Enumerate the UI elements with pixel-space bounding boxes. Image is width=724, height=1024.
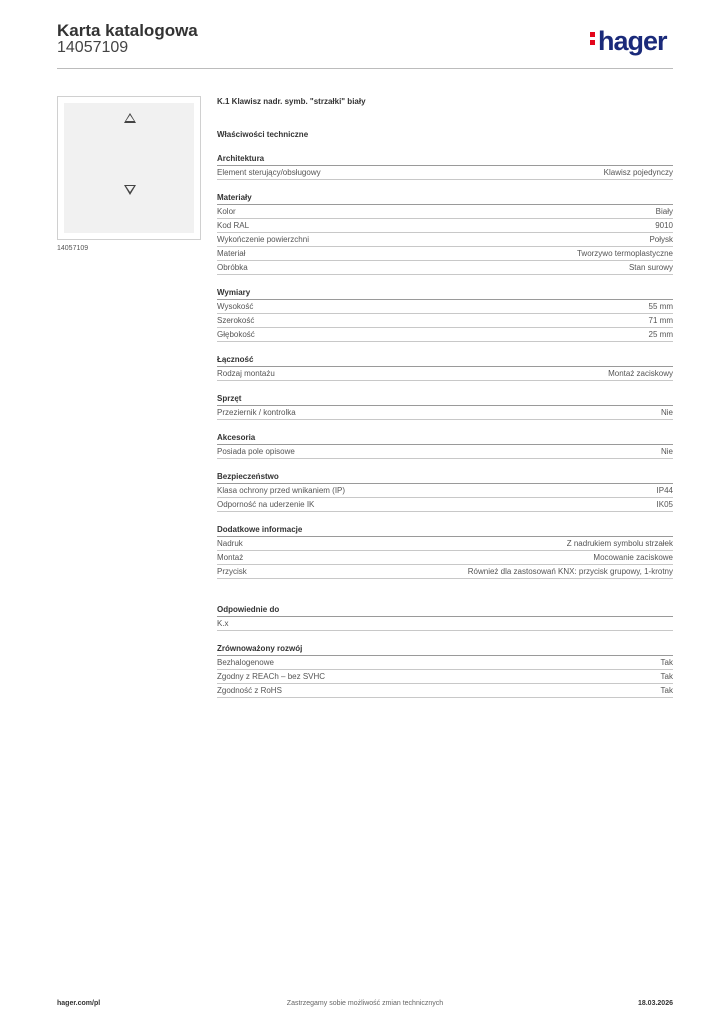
spec-value: Tak xyxy=(660,672,673,681)
spec-label: Wykończenie powierzchni xyxy=(217,235,309,244)
spec-value: 25 mm xyxy=(648,330,673,339)
spec-value: 9010 xyxy=(655,221,673,230)
spec-row xyxy=(217,565,673,579)
logo-text: hager xyxy=(598,26,667,56)
spec-label: Kod RAL xyxy=(217,221,250,230)
spec-section xyxy=(217,354,673,381)
spec-section xyxy=(217,432,673,459)
spec-label: Kolor xyxy=(217,207,236,216)
spec-row xyxy=(217,406,673,420)
spec-row xyxy=(217,247,673,261)
spec-label: Bezhalogenowe xyxy=(217,658,274,667)
section-heading: Bezpieczeństwo xyxy=(217,471,673,484)
section-heading: Dodatkowe informacje xyxy=(217,524,673,537)
spec-value: Stan surowy xyxy=(628,263,673,272)
spec-label: Wysokość xyxy=(217,302,254,311)
section-heading: Materiały xyxy=(217,192,673,205)
spec-row xyxy=(217,233,673,247)
spec-label: Element sterujący/obsługowy xyxy=(217,168,321,177)
spec-value: 71 mm xyxy=(648,316,673,325)
footer-disclaimer: Zastrzegamy sobie możliwość zmian technicznych xyxy=(286,1000,444,1007)
spec-row xyxy=(217,219,673,233)
footer-date: 18.03.2026 xyxy=(637,1000,673,1007)
spec-value: Montaż zaciskowy xyxy=(608,369,673,378)
spec-value: Nie xyxy=(660,408,673,417)
spec-label: Szerokość xyxy=(217,316,255,325)
spec-section xyxy=(217,524,673,579)
arrow-down-icon xyxy=(124,185,136,195)
section-heading: Architektura xyxy=(217,153,673,166)
spec-section xyxy=(217,604,673,631)
spec-value: Biały xyxy=(655,207,673,216)
spec-row xyxy=(217,367,673,381)
section-heading: Wymiary xyxy=(217,287,673,300)
spec-value: Również dla zastosowań KNX: przycisk grupowy, 1-krotny xyxy=(467,567,673,576)
spec-label: Obróbka xyxy=(217,263,248,272)
spec-row xyxy=(217,261,673,275)
spec-row xyxy=(217,328,673,342)
spec-row xyxy=(217,445,673,459)
spec-section xyxy=(217,471,673,512)
spec-label: Posiada pole opisowe xyxy=(217,447,295,456)
footer-website-link[interactable]: hager.com/pl xyxy=(57,1000,101,1007)
spec-value: Z nadrukiem symbolu strzałek xyxy=(566,539,673,548)
spec-value: IP44 xyxy=(656,486,673,495)
spec-section xyxy=(217,153,673,180)
spec-row xyxy=(217,670,673,684)
logo-dots-icon xyxy=(590,26,596,45)
product-face xyxy=(64,103,194,233)
product-title: K.1 Klawisz nadr. symb. "strzałki" biały xyxy=(217,97,366,106)
section-heading: Zrównoważony rozwój xyxy=(217,643,673,656)
spec-row xyxy=(217,166,673,180)
spec-label: Montaż xyxy=(217,553,244,562)
spec-row xyxy=(217,537,673,551)
spec-label: Rodzaj montażu xyxy=(217,369,275,378)
spec-section xyxy=(217,393,673,420)
spec-row xyxy=(217,684,673,698)
tech-heading: Właściwości techniczne xyxy=(217,130,309,139)
product-code: 14057109 xyxy=(57,39,129,56)
spec-label: Głębokość xyxy=(217,330,255,339)
spec-row xyxy=(217,314,673,328)
spec-row xyxy=(217,498,673,512)
spec-value: IK05 xyxy=(656,500,673,509)
spec-section xyxy=(217,192,673,275)
spec-row xyxy=(217,551,673,565)
spec-value: Tak xyxy=(660,686,673,695)
spec-row xyxy=(217,484,673,498)
header-divider xyxy=(57,68,673,69)
spec-section xyxy=(217,287,673,342)
section-heading: Akcesoria xyxy=(217,432,673,445)
spec-row xyxy=(217,617,673,631)
hager-logo xyxy=(590,26,667,56)
spec-sections xyxy=(217,153,673,698)
spec-row xyxy=(217,300,673,314)
spec-section xyxy=(217,643,673,698)
spec-value: Nie xyxy=(660,447,673,456)
spec-value: Połysk xyxy=(649,235,673,244)
spec-label: Zgodność z RoHS xyxy=(217,686,282,695)
spec-value: 55 mm xyxy=(648,302,673,311)
spec-value: Mocowanie zaciskowe xyxy=(593,553,673,562)
spec-content xyxy=(217,96,673,698)
product-image xyxy=(57,96,201,240)
section-heading: Odpowiednie do xyxy=(217,604,673,617)
image-caption: 14057109 xyxy=(57,245,89,252)
spec-label: K.x xyxy=(217,619,229,628)
section-heading: Łączność xyxy=(217,354,673,367)
spec-row xyxy=(217,656,673,670)
spec-label: Zgodny z REACh – bez SVHC xyxy=(217,672,326,681)
section-heading: Sprzęt xyxy=(217,393,673,406)
spec-label: Klasa ochrony przed wnikaniem (IP) xyxy=(217,486,346,495)
spec-label: Przeziernik / kontrolka xyxy=(217,408,296,417)
spec-label: Materiał xyxy=(217,249,246,258)
spec-value: Klawisz pojedynczy xyxy=(603,168,673,177)
spec-label: Nadruk xyxy=(217,539,243,548)
spec-value: Tak xyxy=(660,658,673,667)
spec-label: Odporność na uderzenie IK xyxy=(217,500,315,509)
spec-row xyxy=(217,205,673,219)
spec-value: Tworzywo termoplastyczne xyxy=(576,249,673,258)
page-title: Karta katalogowa xyxy=(57,21,198,40)
spec-label: Przycisk xyxy=(217,567,247,576)
footer xyxy=(57,998,673,1010)
arrow-up-icon xyxy=(124,113,136,123)
